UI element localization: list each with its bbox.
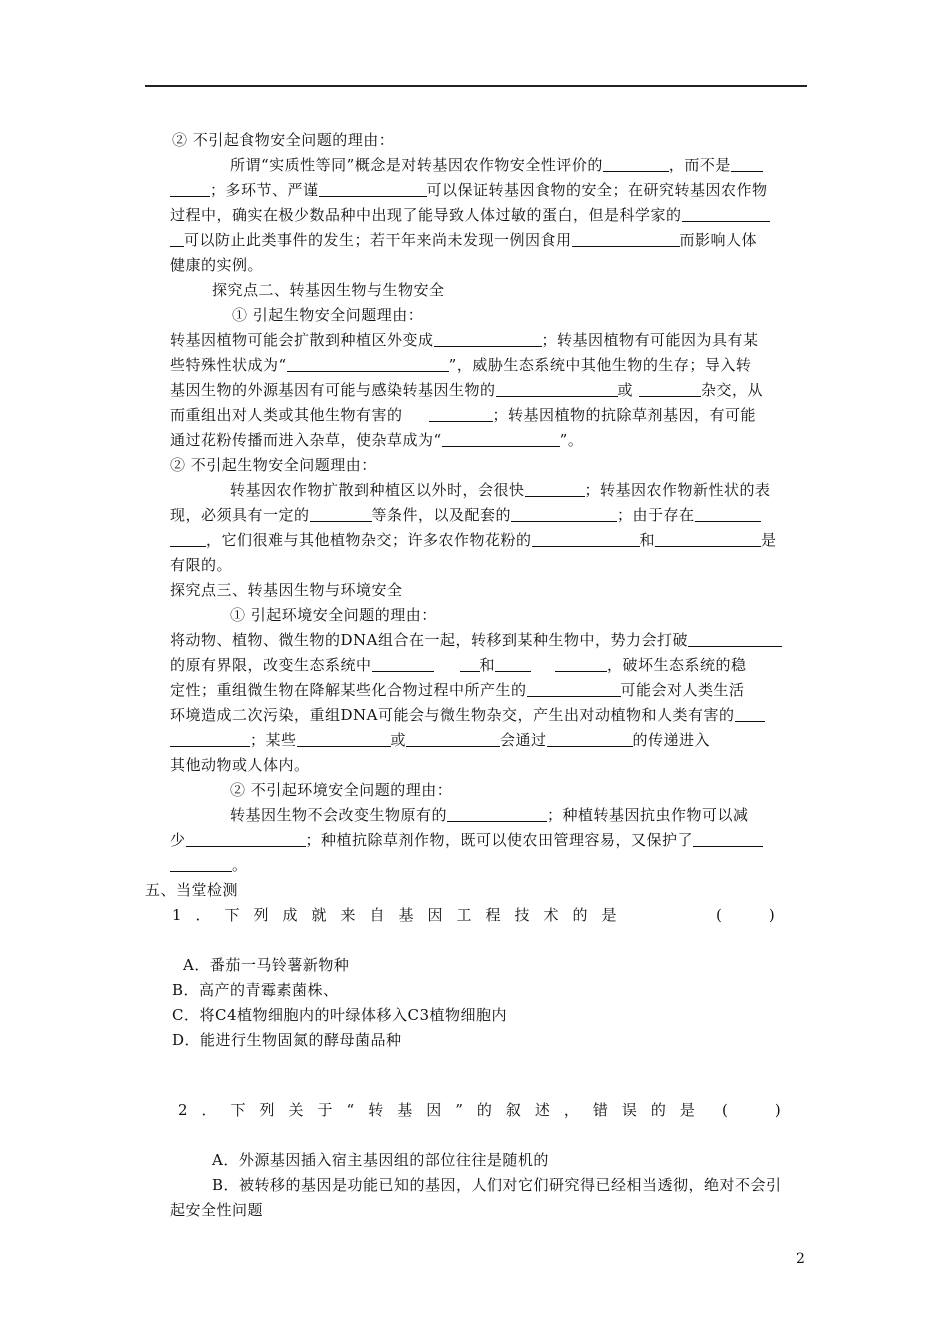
question-2-option-b-continued: 起安全性问题 — [170, 1201, 264, 1219]
paragraph-line: 。 — [170, 855, 248, 875]
question-2-option-a[interactable]: A．外源基因插入宿主基因组的部位往往是随机的 — [212, 1151, 549, 1169]
paragraph-line: 的原有界限，改变生态系统中 和 ，破坏生态系统的稳 — [170, 656, 747, 674]
paragraph-line: 所谓“实质性等同”概念是对转基因农作物安全性评价的 ，而不是 — [230, 155, 763, 175]
paragraph-line: 其他动物或人体内。 — [170, 756, 310, 774]
fill-blank[interactable] — [547, 731, 633, 747]
fill-blank[interactable] — [447, 806, 547, 822]
fill-blank[interactable] — [170, 856, 232, 872]
paragraph-line: 转基因农作物扩散到种植区以外时，会很快 ；转基因农作物新性状的表 — [230, 481, 771, 499]
fill-blank[interactable] — [572, 231, 680, 247]
fill-blank[interactable] — [527, 681, 621, 697]
question-2-option-b[interactable]: B．被转移的基因是功能已知的基因，人们对它们研究得已经相当透彻，绝对不会引 — [212, 1176, 782, 1194]
fill-blank[interactable] — [511, 506, 617, 522]
paragraph-line: 通过花粉传播而进入杂草，使杂草成为“ ”。 — [170, 431, 584, 449]
paragraph-line: 过程中，确实在极少数品种中出现了能导致人体过敏的蛋白，但是科学家的 — [170, 205, 770, 225]
question-1-answer-paren[interactable]: ( ) — [716, 906, 776, 924]
fill-blank[interactable] — [319, 181, 427, 197]
paragraph-line: 可以防止此类事件的发生；若干年来尚未发现一例因食用 而影响人体 — [170, 230, 757, 250]
question-1-option-b[interactable]: B．高产的青霉素菌株、 — [172, 981, 339, 999]
fill-blank[interactable] — [429, 406, 493, 422]
fill-blank[interactable] — [693, 831, 763, 847]
fill-blank[interactable] — [287, 356, 449, 372]
question-2-answer-paren[interactable]: ( ) — [722, 1101, 782, 1119]
fill-blank[interactable] — [297, 731, 391, 747]
fill-blank[interactable] — [372, 656, 434, 672]
subheading-bio-safety-no: ② 不引起生物安全问题理由： — [170, 456, 377, 474]
paragraph-line: 而重组出对人类或其他生物有害的 ；转基因植物的抗除草剂基因，有可能 — [170, 406, 757, 424]
header-rule — [145, 85, 807, 87]
fill-blank[interactable] — [603, 156, 669, 172]
paragraph-line: 转基因生物不会改变生物原有的 ；种植转基因抗虫作物可以减 — [230, 806, 749, 824]
paragraph-line: 将动物、植物、微生物的DNA组合在一起，转移到某种生物中，势力会打破 — [170, 630, 782, 650]
question-1-stem: 1．下列成就来自基因工程技术的是 — [172, 906, 631, 924]
fill-blank[interactable] — [495, 656, 531, 672]
fill-blank[interactable] — [532, 531, 640, 547]
section-heading-env-safety: 探究点三、转基因生物与环境安全 — [170, 581, 403, 599]
fill-blank[interactable] — [639, 381, 701, 397]
fill-blank[interactable] — [688, 631, 782, 647]
fill-blank[interactable] — [460, 656, 480, 672]
paragraph-line: ；某些 或 会通过 的传递进入 — [170, 730, 710, 750]
fill-blank[interactable] — [406, 731, 500, 747]
subheading-env-safety-yes: ① 引起环境安全问题的理由： — [230, 606, 437, 624]
fill-blank[interactable] — [170, 531, 206, 547]
subheading-env-safety-no: ② 不引起环境安全问题的理由： — [230, 781, 453, 799]
fill-blank[interactable] — [170, 181, 210, 197]
paragraph-line: ；多环节、严谨 可以保证转基因食物的安全；在研究转基因农作物 — [170, 180, 768, 200]
fill-blank[interactable] — [310, 506, 372, 522]
question-1-option-a[interactable]: A．番茄一马铃薯新物种 — [183, 956, 350, 974]
fill-blank[interactable] — [682, 206, 770, 222]
question-1-option-c[interactable]: C．将C4植物细胞内的叶绿体移入C3植物细胞内 — [172, 1006, 508, 1024]
paragraph-line: 定性；重组微生物在降解某些化合物过程中所产生的 可能会对人类生活 — [170, 681, 745, 699]
fill-blank[interactable] — [655, 531, 761, 547]
fill-blank[interactable] — [525, 481, 585, 497]
fill-blank[interactable] — [496, 381, 618, 397]
paragraph-line: 健康的实例。 — [170, 256, 264, 274]
fill-blank[interactable] — [442, 431, 560, 447]
fill-blank[interactable] — [695, 506, 761, 522]
fill-blank[interactable] — [731, 156, 763, 172]
paragraph-line: 有限的。 — [170, 556, 233, 574]
page-number: 2 — [796, 1251, 805, 1267]
section-heading-bio-safety: 探究点二、转基因生物与生物安全 — [212, 281, 445, 299]
fill-blank[interactable] — [186, 831, 306, 847]
paragraph-line: 转基因植物可能会扩散到种植区外变成 ；转基因植物有可能因为具有某 — [170, 331, 759, 349]
subheading-bio-safety-yes: ① 引起生物安全问题理由： — [232, 306, 424, 324]
paragraph-line: 些特殊性状成为“ ”，威胁生态系统中其他生物的生存；导入转 — [170, 356, 752, 374]
paragraph-line: 基因生物的外源基因有可能与感染转基因生物的 或 杂交，从 — [170, 381, 764, 399]
question-2-stem: 2．下列关于“转基因”的叙述，错误的是 — [178, 1101, 709, 1119]
subheading-food-safety-no: ② 不引起食物安全问题的理由： — [172, 131, 395, 149]
fill-blank[interactable] — [555, 656, 607, 672]
fill-blank[interactable] — [735, 706, 765, 722]
fill-blank[interactable] — [170, 231, 184, 247]
paragraph-line: 少 ；种植抗除草剂作物，既可以使农田管理容易，又保护了 — [170, 830, 763, 850]
fill-blank[interactable] — [170, 731, 250, 747]
section-heading-quiz: 五、当堂检测 — [145, 881, 239, 899]
paragraph-line: ，它们很难与其他植物杂交；许多农作物花粉的 和 是 — [170, 530, 777, 550]
paragraph-line: 现，必须具有一定的 等条件，以及配套的 ；由于存在 — [170, 505, 761, 525]
fill-blank[interactable] — [434, 331, 542, 347]
question-1-option-d[interactable]: D．能进行生物固氮的酵母菌品种 — [172, 1031, 402, 1049]
paragraph-line: 环境造成二次污染，重组DNA可能会与微生物杂交，产生出对动植物和人类有害的 — [170, 705, 765, 725]
